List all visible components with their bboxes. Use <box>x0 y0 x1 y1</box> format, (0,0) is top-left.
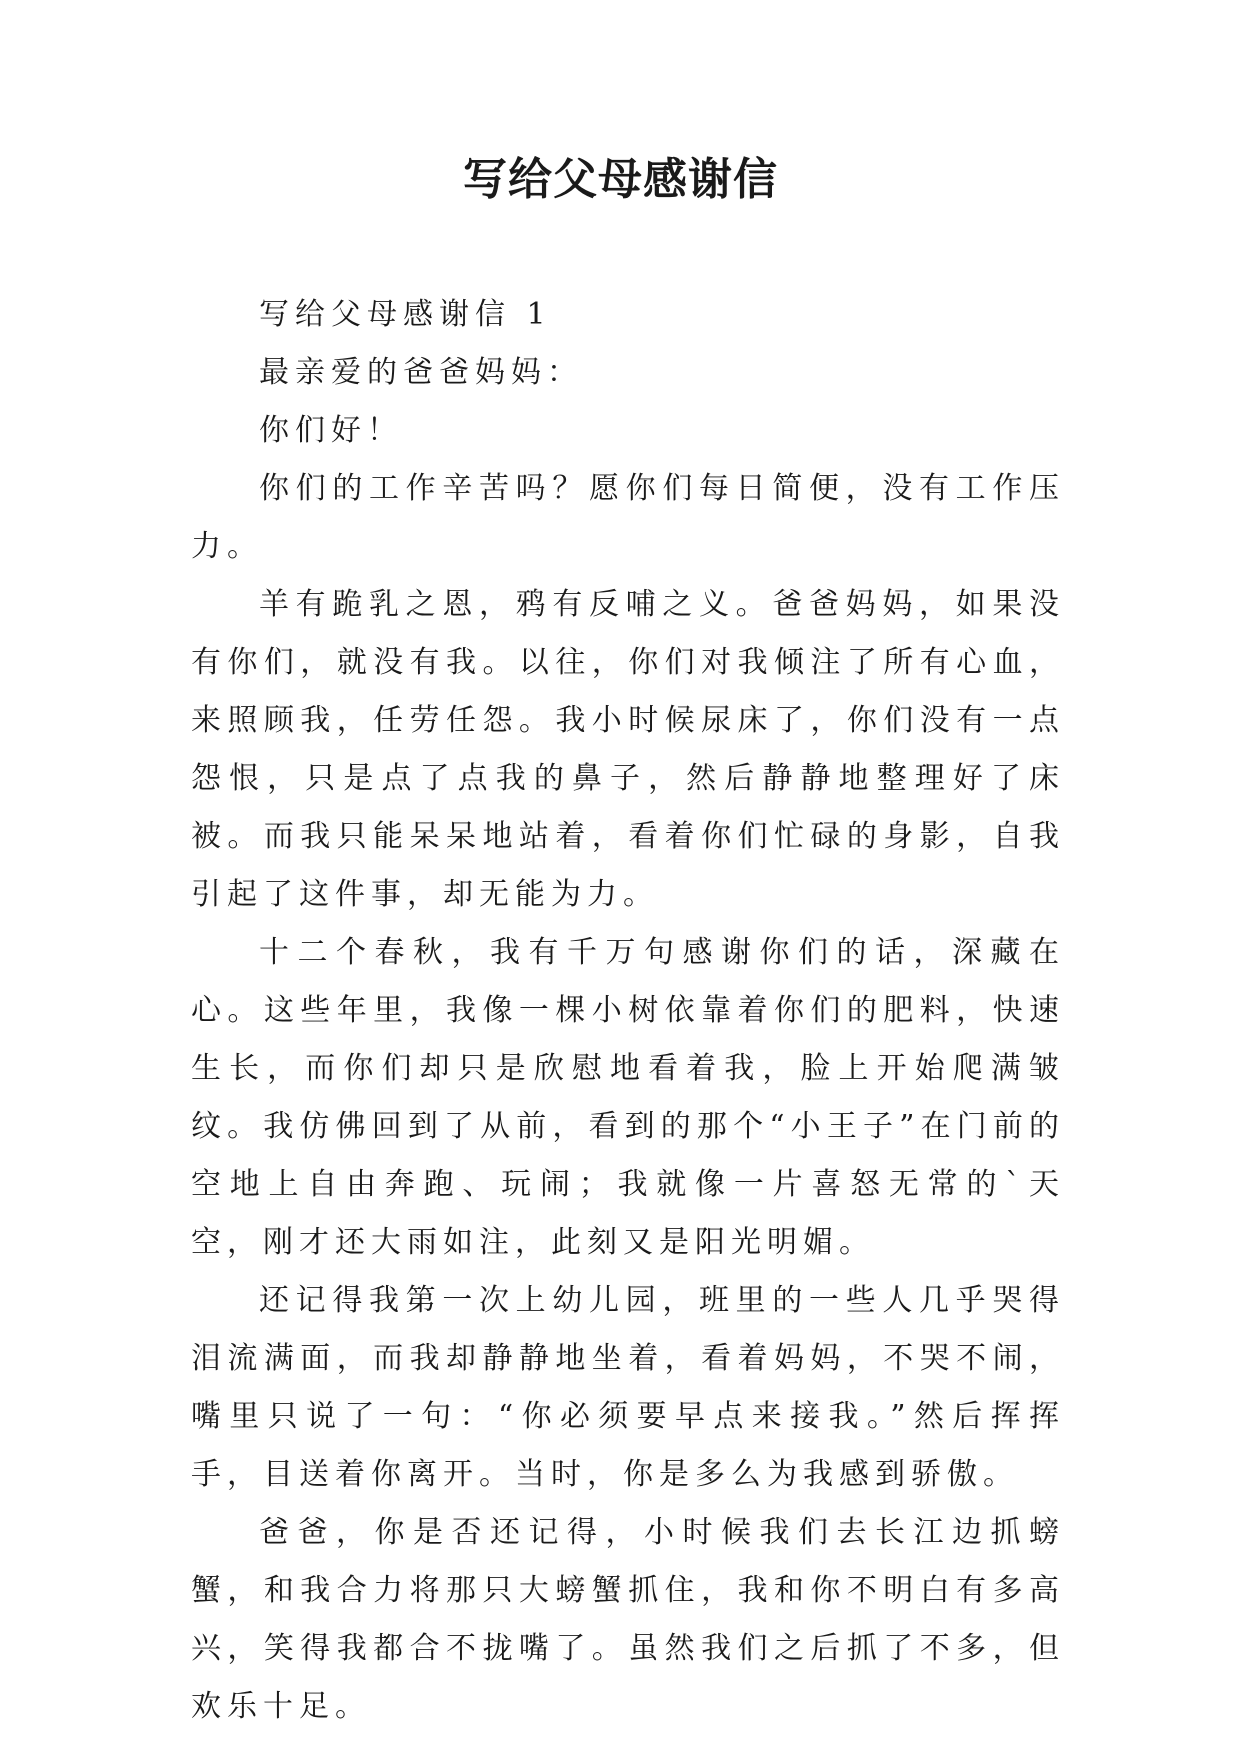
letter-salutation: 最亲爱的爸爸妈妈： <box>259 355 583 390</box>
document-body <box>191 286 1065 1736</box>
body-paragraph: 还记得我第一次上幼儿园，班里的一些人几乎哭得泪流满面，而我却静静地坐着，看着妈妈，不哭不闹，嘴里只说了一句：“你必须要早点来接我。”然后挥挥手，目送着你离开。当时，你是多么为我感到骄傲。 <box>191 1283 1065 1492</box>
body-paragraph: 你们的工作辛苦吗？愿你们每日简便，没有工作压力。 <box>191 471 1065 564</box>
letter-greeting: 你们好！ <box>259 413 403 448</box>
body-paragraph: 十二个春秋，我有千万句感谢你们的话，深藏在心。这些年里，我像一棵小树依靠着你们的肥料，快速生长，而你们却只是欣慰地看着我，脸上开始爬满皱纹。我仿佛回到了从前，看到的那个“小王子”在门前的空地上自由奔跑、玩闹；我就像一片喜怒无常的`天空，刚才还大雨如注，此刻又是阳光明媚。 <box>191 935 1065 1260</box>
letter-heading: 写给父母感谢信 1 <box>259 297 552 332</box>
body-paragraph: 羊有跪乳之恩，鸦有反哺之义。爸爸妈妈，如果没有你们，就没有我。以往，你们对我倾注了所有心血，来照顾我，任劳任怨。我小时候尿床了，你们没有一点怨恨，只是点了点我的鼻子，然后静静地整理好了床被。而我只能呆呆地站着，看着你们忙碌的身影，自我引起了这件事，却无能为力。 <box>191 587 1065 912</box>
document-title: 写给父母感谢信 <box>463 154 778 205</box>
body-paragraph: 爸爸，你是否还记得，小时候我们去长江边抓螃蟹，和我合力将那只大螃蟹抓住，我和你不明白有多高兴，笑得我都合不拢嘴了。虽然我们之后抓了不多，但欢乐十足。 <box>191 1515 1065 1724</box>
